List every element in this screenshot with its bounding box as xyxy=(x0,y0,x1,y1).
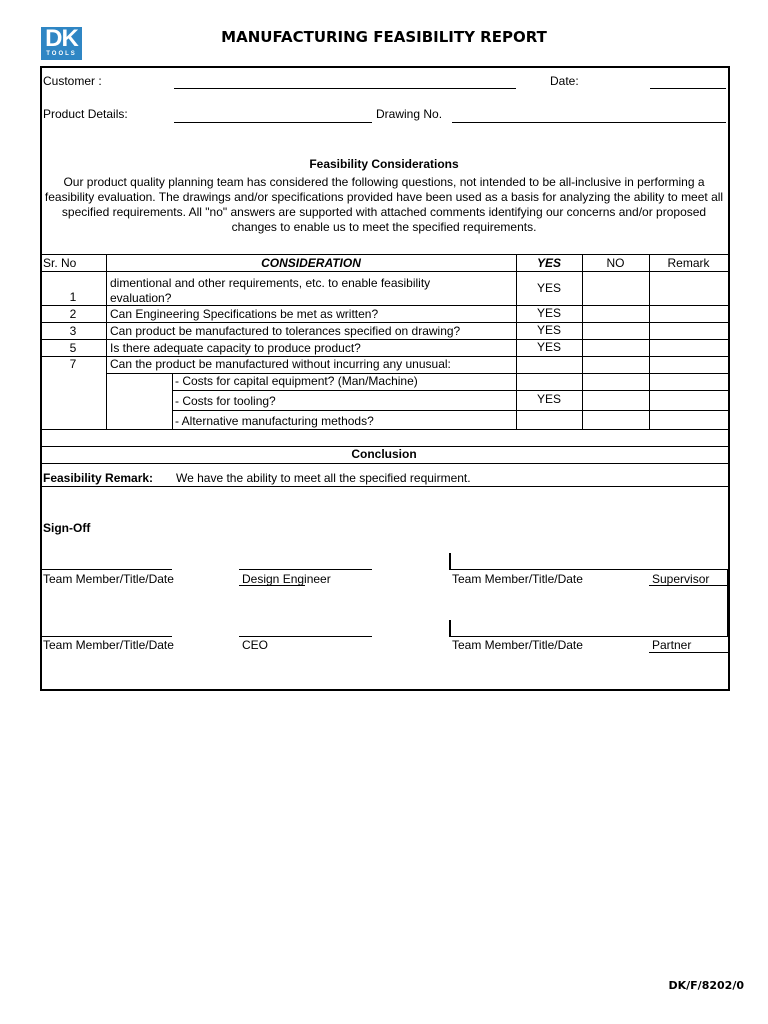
row-consideration: dimentional and other requirements, etc. to enable feasibility xyxy=(110,276,431,290)
role-partner: Partner xyxy=(652,638,692,652)
signature-line[interactable] xyxy=(450,636,728,637)
customer-field-line[interactable] xyxy=(174,88,516,89)
logo-sub-text: TOOLS xyxy=(46,51,77,57)
role-underline xyxy=(649,652,728,653)
team-member-label: Team Member/Title/Date xyxy=(43,638,174,652)
subrow-consideration: - Costs for tooling? xyxy=(175,394,276,408)
team-member-label: Team Member/Title/Date xyxy=(43,572,174,586)
signature-line[interactable] xyxy=(450,569,728,570)
row-consideration: evaluation? xyxy=(110,291,172,305)
table-rule xyxy=(40,339,728,340)
date-label: Date: xyxy=(550,74,579,88)
team-member-label: Team Member/Title/Date xyxy=(452,572,583,586)
table-rule xyxy=(40,305,728,306)
document-id: DK/F/8202/0 xyxy=(668,979,744,992)
row-consideration: Is there adequate capacity to produce product? xyxy=(110,341,361,355)
table-col-rule xyxy=(582,254,583,429)
signature-tick xyxy=(449,620,451,637)
conclusion-rule-mid xyxy=(40,463,728,464)
row-yes: YES xyxy=(536,306,561,320)
table-rule xyxy=(172,410,728,411)
customer-label: Customer : xyxy=(43,74,102,88)
subrow-consideration: - Alternative manufacturing methods? xyxy=(175,414,374,428)
logo-main-text: DK xyxy=(45,25,78,52)
signoff-heading: Sign-Off xyxy=(43,521,91,535)
row-sr: 3 xyxy=(69,324,77,338)
row-yes: YES xyxy=(536,281,561,295)
table-col-rule xyxy=(172,373,173,429)
signature-line[interactable] xyxy=(40,636,172,637)
row-sr: 2 xyxy=(69,307,77,321)
table-rule xyxy=(172,390,728,391)
signature-line[interactable] xyxy=(239,569,372,570)
signature-line[interactable] xyxy=(40,569,172,570)
subrow-consideration: - Costs for capital equipment? (Man/Machine) xyxy=(175,374,418,388)
header-remark: Remark xyxy=(667,256,710,270)
product-details-field-line[interactable] xyxy=(174,122,372,123)
product-details-label: Product Details: xyxy=(43,107,128,121)
row-consideration: Can product be manufactured to tolerances specified on drawing? xyxy=(110,324,461,338)
subrow-yes: YES xyxy=(536,392,561,406)
team-member-label: Team Member/Title/Date xyxy=(452,638,583,652)
table-col-rule xyxy=(106,254,107,429)
feasibility-remark-label: Feasibility Remark: xyxy=(43,471,154,485)
table-col-rule xyxy=(649,254,650,429)
header-no: NO xyxy=(606,256,625,270)
drawing-no-label: Drawing No. xyxy=(376,107,443,121)
header-consideration: CONSIDERATION xyxy=(261,256,361,270)
role-design-engineer: Design Engineer xyxy=(242,572,331,586)
row-yes: YES xyxy=(536,340,561,354)
row-sr: 1 xyxy=(69,290,77,304)
table-rule xyxy=(40,271,728,272)
table-rule xyxy=(40,322,728,323)
table-rule xyxy=(40,254,728,255)
role-supervisor: Supervisor xyxy=(652,572,710,586)
row-sr: 7 xyxy=(69,357,77,371)
signature-box-rule xyxy=(727,570,728,636)
drawing-no-field-line[interactable] xyxy=(452,122,726,123)
page-title: MANUFACTURING FEASIBILITY REPORT xyxy=(221,28,547,46)
table-rule xyxy=(40,429,728,430)
row-yes: YES xyxy=(536,323,561,337)
header-sr-no: Sr. No xyxy=(43,256,77,270)
conclusion-heading: Conclusion xyxy=(351,447,417,461)
date-field-line[interactable] xyxy=(650,88,726,89)
considerations-paragraph: Our product quality planning team has considered the following questions, not intended to be all-inclusive in performing a feasibility evaluation. The drawings and/or specifications provided have been used as a basis for analyzing the ability to meet all specified requirements. All "no" answers are supported with attached comments identifying our concerns and/or proposed changes to enable us to meet the specified requirements. xyxy=(44,175,724,234)
header-yes: YES xyxy=(536,256,561,270)
considerations-heading: Feasibility Considerations xyxy=(309,157,459,171)
conclusion-rule-bottom xyxy=(40,486,728,487)
row-consideration: Can Engineering Specifications be met as written? xyxy=(110,307,379,321)
feasibility-remark-text: We have the ability to meet all the specified requirment. xyxy=(176,471,471,485)
signature-tick xyxy=(449,553,451,570)
signature-line[interactable] xyxy=(239,636,372,637)
row-consideration: Can the product be manufactured without incurring any unusual: xyxy=(110,357,451,371)
role-ceo: CEO xyxy=(242,638,269,652)
role-underline xyxy=(649,585,728,586)
row-sr: 5 xyxy=(69,341,77,355)
role-underline xyxy=(239,585,305,586)
